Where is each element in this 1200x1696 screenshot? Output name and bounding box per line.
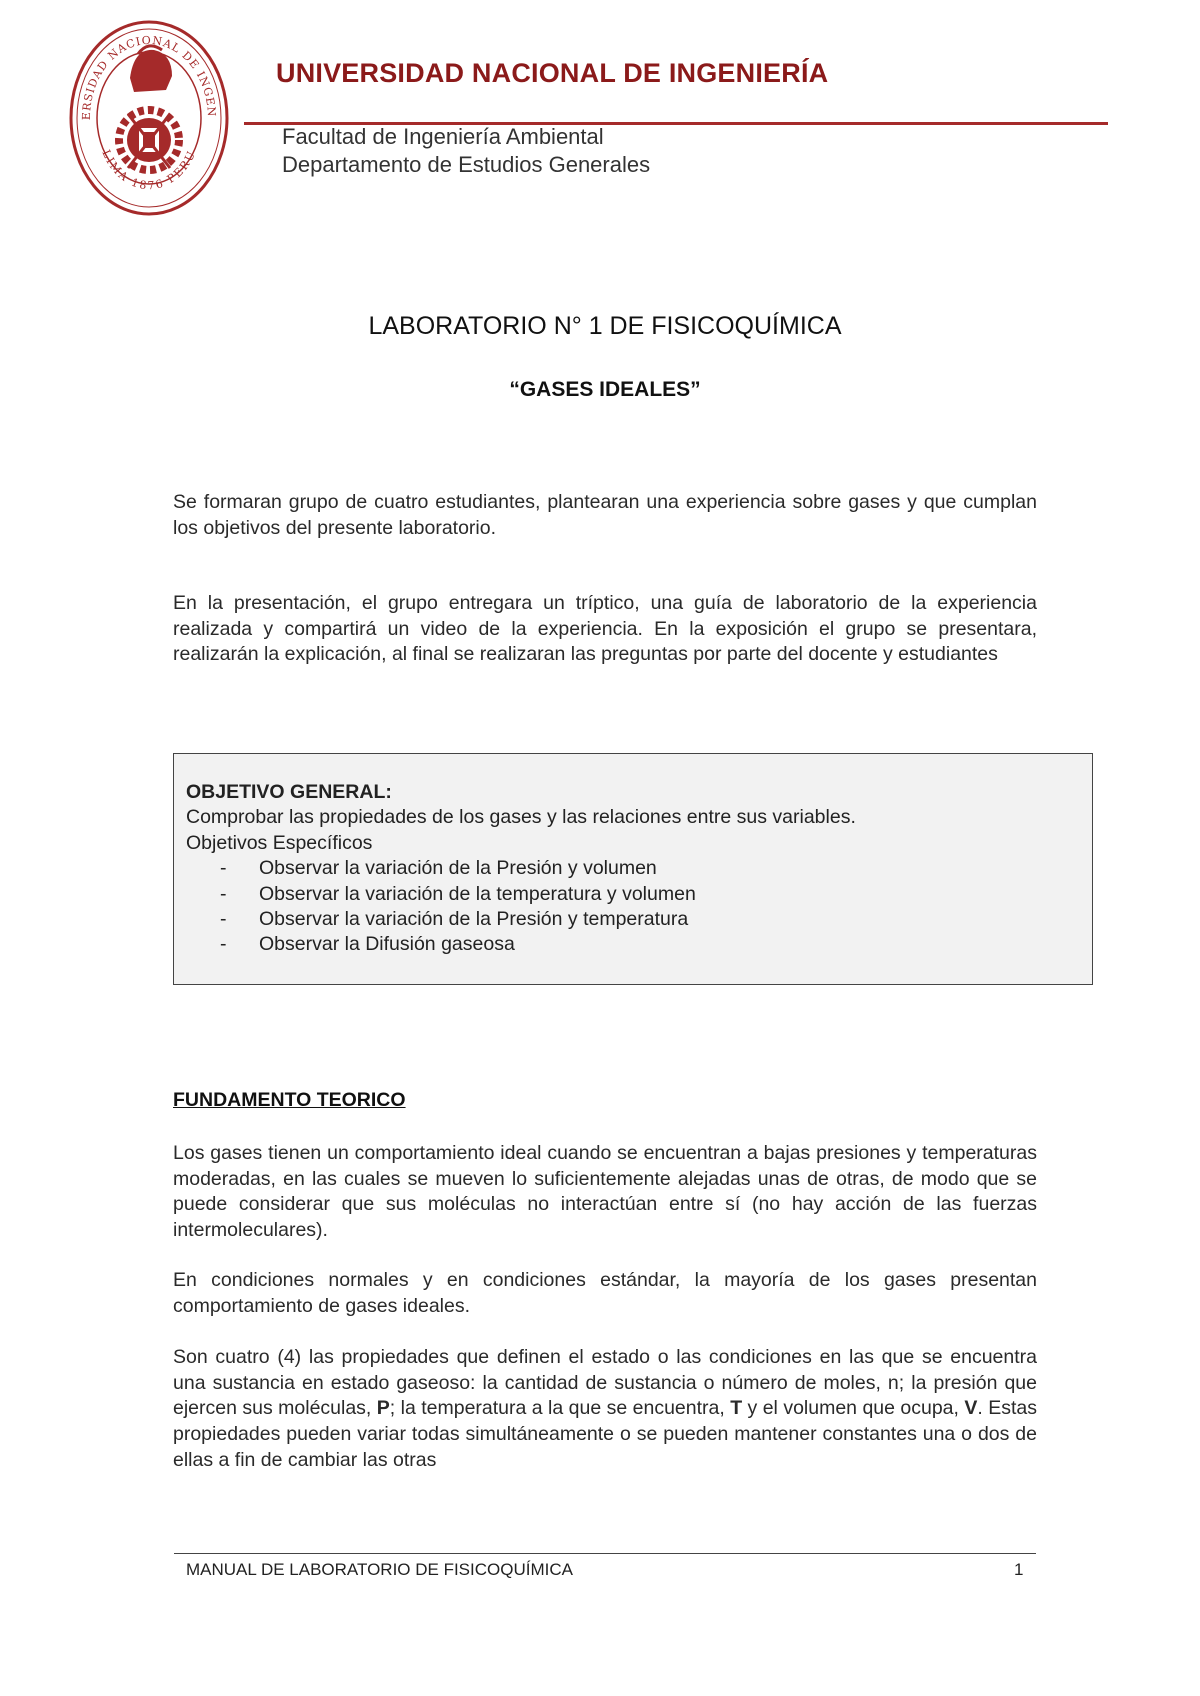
- page-number: 1: [1014, 1560, 1024, 1579]
- svg-text:UNIVERSIDAD NACIONAL DE INGENI: ERSIDAD NACIONAL DE INGEN: [79, 33, 219, 121]
- objectives-box: [173, 753, 1093, 985]
- fundamento-paragraph-2: En condiciones normales y en condiciones estándar, la mayoría de los gases presentan comportamiento de gases ideales.: [173, 1269, 1037, 1317]
- list-item: - Observar la Difusión gaseosa: [186, 932, 856, 957]
- university-name: UNIVERSIDAD NACIONAL DE INGENIERÍA: [276, 58, 829, 88]
- university-seal: [68, 18, 230, 218]
- general-objective: Comprobar las propiedades de los gases y las relaciones entre sus variables.: [186, 806, 856, 829]
- document-subtitle: “GASES IDEALES”: [509, 378, 701, 401]
- intro-paragraph-1: Se formaran grupo de cuatro estudiantes, plantearan una experiencia sobre gases y que cumplan los objetivos del presente laboratorio.: [173, 491, 1037, 539]
- dash-bullet: -: [220, 857, 227, 880]
- footer-divider: [174, 1553, 1036, 1554]
- fundamento-paragraph-3: Son cuatro (4) las propiedades que definen el estado o las condiciones en las que se encuentra una sustancia en estado gaseoso: la cantidad de sustancia o número de moles, n; la presión que ejercen sus moléculas, P; la temperatura a la que se encuentra, T y el volumen que ocupa, V. Estas propiedades pueden variar todas simultáneamente o se pueden mantener constantes una o dos de ellas a fin de cambiar las otras: [173, 1346, 1037, 1471]
- footer-title: MANUAL DE LABORATORIO DE FISICOQUÍMICA: [186, 1560, 573, 1579]
- list-item: - Observar la variación de la Presión y temperatura: [186, 907, 856, 932]
- list-item: - Observar la variación de la temperatura y volumen: [186, 882, 856, 907]
- university-seal-icon: [68, 18, 230, 218]
- department-name: Departamento de Estudios Generales: [282, 152, 651, 177]
- list-item: - Observar la variación de la Presión y volumen: [186, 856, 856, 881]
- dash-bullet: -: [220, 908, 227, 931]
- fundamento-paragraph-1: Los gases tienen un comportamiento ideal cuando se encuentran a bajas presiones y temperaturas moderadas, en las cuales se mueven lo suficientemente alejadas unas de otras, de modo que se puede considerar que sus moléculas no interactúan entre sí (no hay acción de las fuerzas intermoleculares).: [173, 1142, 1037, 1242]
- fundamento-heading: FUNDAMENTO TEORICO: [173, 1089, 406, 1111]
- svg-text:LIMA 1876 PERU: LIMA 1876 PERU: [99, 147, 199, 193]
- specific-objectives-list: [186, 856, 856, 958]
- temperature-symbol: T: [730, 1397, 743, 1420]
- faculty-name: Facultad de Ingeniería Ambiental: [282, 124, 604, 149]
- specific-objectives-heading: Objetivos Específicos: [186, 831, 373, 854]
- dash-bullet: -: [220, 882, 227, 905]
- intro-paragraph-2: En la presentación, el grupo entregara un tríptico, una guía de laboratorio de la experiencia realizada y compartirá un video de la experiencia. En la exposición el grupo se presentara, realizarán la explicación, al final se realizaran las preguntas por parte del docente y estudiantes: [173, 592, 1037, 666]
- volume-symbol: V: [964, 1397, 978, 1420]
- objectives-heading: OBJETIVO GENERAL:: [186, 781, 392, 803]
- document-title: LABORATORIO N° 1 DE FISICOQUÍMICA: [368, 312, 842, 340]
- dash-bullet: -: [220, 933, 227, 956]
- pressure-symbol: P: [376, 1397, 390, 1420]
